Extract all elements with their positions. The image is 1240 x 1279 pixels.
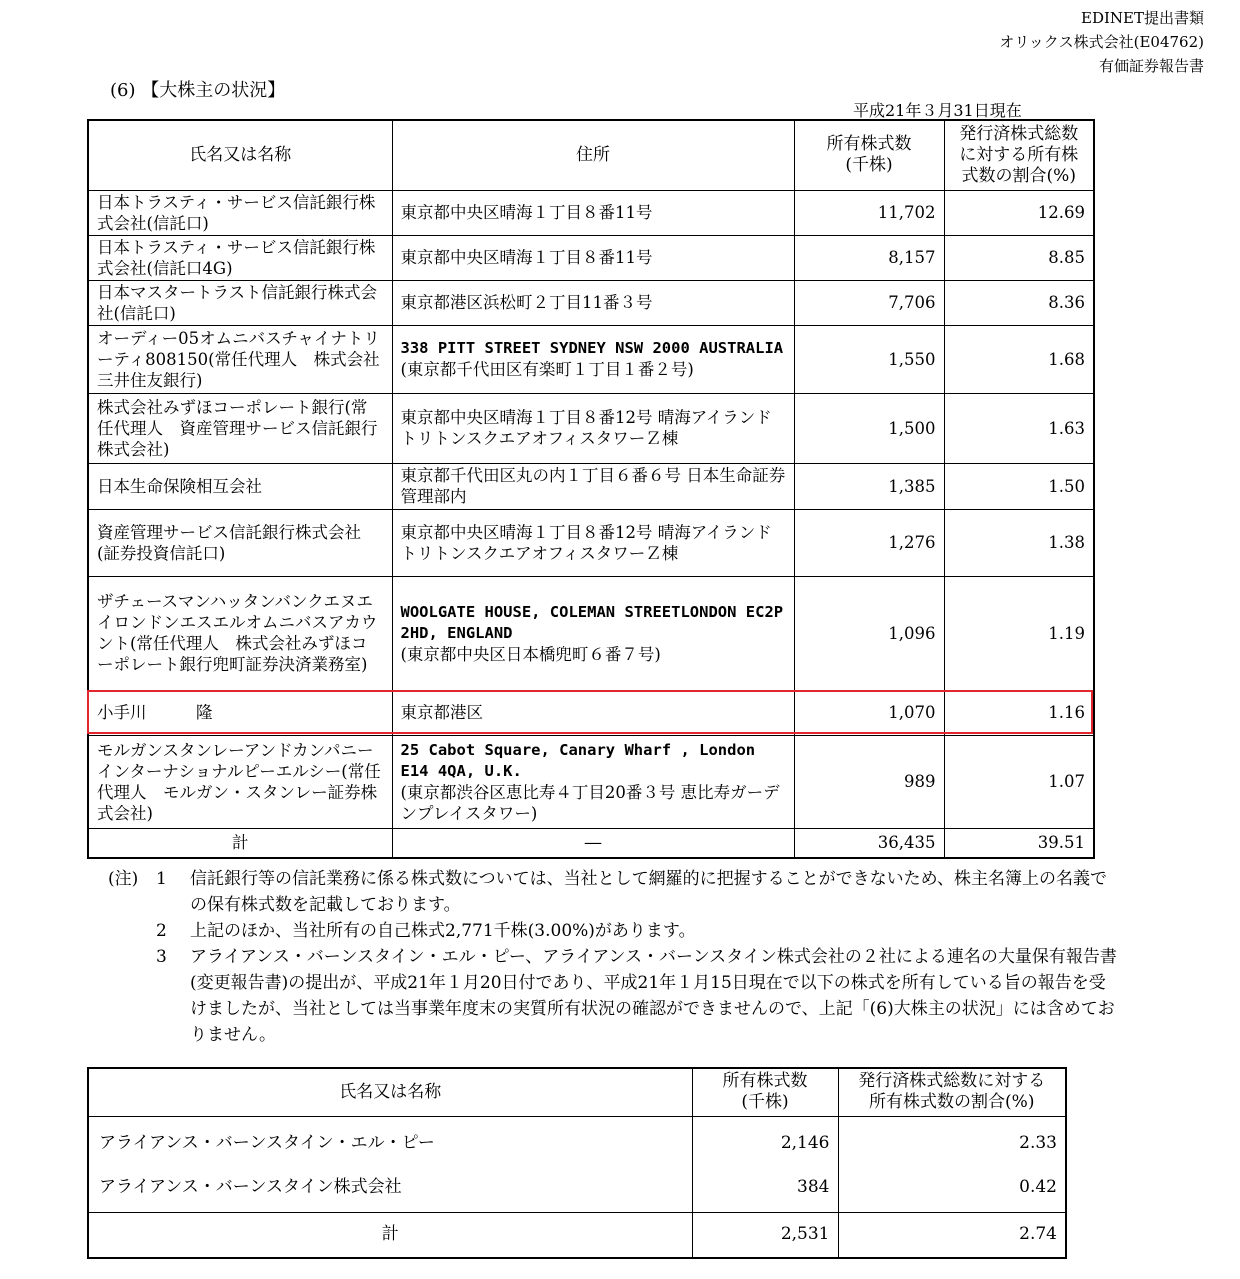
cell-ratio: 1.19	[944, 576, 1094, 690]
major-shareholders-table	[87, 119, 1095, 859]
cell-address	[392, 690, 794, 735]
cell-shares: 11,702	[794, 190, 944, 235]
address-text: 東京都港区浜松町２丁目11番３号	[400, 293, 653, 312]
sub-cell-ratio: 0.42	[838, 1164, 1066, 1212]
cell-shares: 1,500	[794, 393, 944, 463]
cell-name: オーディー05オムニバスチャイナトリーティ808150(常任代理人 株式会社三井住友銀行)	[88, 325, 392, 393]
cell-name: 小手川 隆	[88, 690, 392, 735]
cell-ratio: 8.85	[944, 235, 1094, 280]
note-number: 1	[156, 869, 167, 889]
address-foreign: 338 PITT STREET SYDNEY NSW 2000 AUSTRALIA	[400, 339, 784, 357]
cell-name: 株式会社みずほコーポレート銀行(常任代理人 資産管理サービス信託銀行株式会社)	[88, 393, 392, 463]
cell-name: 日本マスタートラスト信託銀行株式会社(信託口)	[88, 280, 392, 325]
cell-name: モルガンスタンレーアンドカンパニーインターナショナルピーエルシー(常任代理人 モルガン・スタンレー証券株式会社)	[88, 735, 392, 828]
cell-name: 資産管理サービス信託銀行株式会社(証券投資信託口)	[88, 509, 392, 576]
sub-header-ratio: 発行済株式総数に対する 所有株式数の割合(%)	[838, 1068, 1066, 1116]
cell-name: 日本生命保険相互会社	[88, 463, 392, 509]
note-item	[108, 918, 1118, 944]
cell-shares: 8,157	[794, 235, 944, 280]
sub-total-ratio: 2.74	[838, 1212, 1066, 1258]
table-row	[88, 690, 1094, 735]
cell-name: ザチェースマンハッタンバンクエヌエイロンドンエスエルオムニバスアカウント(常任代理人 株式会社みずほコーポレート銀行兜町証券決済業務室)	[88, 576, 392, 690]
cell-address	[392, 280, 794, 325]
cell-name: 日本トラスティ・サービス信託銀行株式会社(信託口4G)	[88, 235, 392, 280]
sub-cell-ratio: 2.33	[838, 1116, 1066, 1164]
cell-ratio: 1.68	[944, 325, 1094, 393]
note-number: 2	[156, 921, 167, 941]
address-text: 東京都港区	[400, 703, 483, 722]
cell-ratio: 1.07	[944, 735, 1094, 828]
total-ratio: 39.51	[944, 828, 1094, 858]
address-text: 東京都中央区晴海１丁目８番11号	[400, 203, 653, 222]
header-line-1: EDINET提出書類	[1081, 9, 1204, 27]
cell-shares: 989	[794, 735, 944, 828]
cell-address	[392, 509, 794, 576]
address-text: 東京都千代田区丸の内１丁目６番６号 日本生命証券管理部内	[400, 466, 786, 506]
table-row	[88, 1116, 1066, 1164]
cell-shares: 1,550	[794, 325, 944, 393]
table-row	[88, 509, 1094, 576]
cell-ratio: 12.69	[944, 190, 1094, 235]
address-foreign: WOOLGATE HOUSE, COLEMAN STREETLONDON EC2P 2HD, ENGLAND	[400, 602, 784, 642]
cell-name: 日本トラスティ・サービス信託銀行株式会社(信託口)	[88, 190, 392, 235]
cell-address	[392, 463, 794, 509]
sub-total-shares: 2,531	[692, 1212, 838, 1258]
table-row	[88, 325, 1094, 393]
sub-total-row	[88, 1212, 1066, 1258]
header-address: 住所	[392, 120, 794, 190]
header-name: 氏名又は名称	[88, 120, 392, 190]
total-shares: 36,435	[794, 828, 944, 858]
note-text: 信託銀行等の信託業務に係る株式数については、当社として網羅的に把握することができないため、株主名簿上の名義での保有株式数を記載しております。	[190, 869, 1107, 915]
table-row	[88, 235, 1094, 280]
cell-address	[392, 576, 794, 690]
sub-cell-name: アライアンス・バーンスタイン・エル・ピー	[88, 1116, 692, 1164]
address-text: (東京都渋谷区恵比寿４丁目20番３号 恵比寿ガーデンプレイスタワー)	[400, 782, 780, 823]
table-row	[88, 576, 1094, 690]
note-text: アライアンス・バーンスタイン・エル・ピー、アライアンス・バーンスタイン株式会社の２社による連名の大量保有報告書(変更報告書)の提出が、平成21年１月20日付であり、平成21年１月15日現在で以下の株式を所有している旨の報告を受けましたが、当社としては当事業年度末の実質所有状況の確認ができませんので、上記「(6)大株主の状況」には含めておりません。	[190, 947, 1117, 1045]
address-foreign: 25 Cabot Square, Canary Wharf , London E14 4QA, U.K.	[400, 740, 756, 780]
address-text: 東京都中央区晴海１丁目８番11号	[400, 248, 653, 267]
cell-address	[392, 190, 794, 235]
cell-shares: 1,096	[794, 576, 944, 690]
cell-shares: 1,385	[794, 463, 944, 509]
total-row	[88, 828, 1094, 858]
cell-ratio: 1.16	[944, 690, 1094, 735]
table-row	[88, 393, 1094, 463]
header-line-3: 有価証券報告書	[1098, 57, 1204, 75]
notes	[108, 866, 1118, 1048]
cell-ratio: 1.50	[944, 463, 1094, 509]
document-header	[999, 6, 1204, 78]
sub-header-shares: 所有株式数 (千株)	[692, 1068, 838, 1116]
cell-address	[392, 235, 794, 280]
address-text: 東京都中央区晴海１丁目８番12号 晴海アイランドトリトンスクエアオフィスタワーＺ棟	[400, 408, 772, 448]
section-title: (6) 【大株主の状況】	[110, 80, 286, 101]
sub-cell-shares: 2,146	[692, 1116, 838, 1164]
as-of-date: 平成21年３月31日現在	[853, 101, 1022, 120]
sub-cell-name: アライアンス・バーンスタイン株式会社	[88, 1164, 692, 1212]
address-text: (東京都中央区日本橋兜町６番７号)	[400, 644, 661, 664]
sub-total-label: 計	[88, 1212, 692, 1258]
table-row	[88, 280, 1094, 325]
total-address: ―	[392, 828, 794, 858]
cell-ratio: 1.38	[944, 509, 1094, 576]
alliance-bernstein-table	[87, 1067, 1067, 1259]
header-shares: 所有株式数 (千株)	[794, 120, 944, 190]
note-number: 3	[156, 947, 167, 967]
note-text: 上記のほか、当社所有の自己株式2,771千株(3.00%)があります。	[190, 921, 696, 941]
total-label: 計	[88, 828, 392, 858]
cell-ratio: 8.36	[944, 280, 1094, 325]
notes-label: (注)	[108, 869, 139, 889]
table-row	[88, 463, 1094, 509]
cell-address	[392, 735, 794, 828]
sub-header-name: 氏名又は名称	[88, 1068, 692, 1116]
cell-ratio: 1.63	[944, 393, 1094, 463]
table-row	[88, 190, 1094, 235]
cell-shares: 1,070	[794, 690, 944, 735]
address-text: (東京都千代田区有楽町１丁目１番２号)	[400, 360, 694, 379]
note-item	[108, 944, 1118, 1048]
table-row	[88, 735, 1094, 828]
cell-address	[392, 393, 794, 463]
note-item	[108, 866, 1118, 918]
cell-address	[392, 325, 794, 393]
header-line-2: オリックス株式会社(E04762)	[999, 33, 1204, 51]
cell-shares: 1,276	[794, 509, 944, 576]
sub-cell-shares: 384	[692, 1164, 838, 1212]
address-text: 東京都中央区晴海１丁目８番12号 晴海アイランドトリトンスクエアオフィスタワーＺ棟	[400, 522, 772, 563]
table-row	[88, 1164, 1066, 1212]
cell-shares: 7,706	[794, 280, 944, 325]
header-ratio: 発行済株式総数 に対する所有株 式数の割合(%)	[944, 120, 1094, 190]
